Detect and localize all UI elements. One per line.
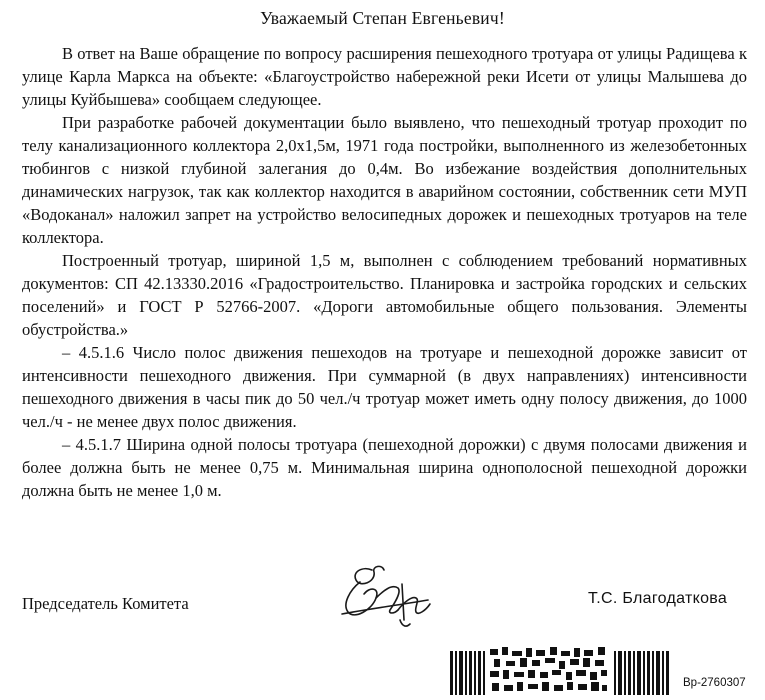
registration-number: Вр-2760307 [683, 677, 746, 689]
signatory-title: Председатель Комитета [22, 594, 189, 613]
handwritten-signature-icon [332, 560, 442, 640]
paragraph-standards: Построенный тротуар, шириной 1,5 м, выполнен с соблюдением требований нормативных документов: СП 42.13330.2016 «Градостроительство. Планировка и застройка городских и сельских поселений» и ГОСТ Р 52766-2007. «Дороги автомобильные общего пользования. Элементы обустройства.» [22, 251, 747, 339]
signatory-name: Т.С. Благодаткова [588, 590, 728, 607]
paragraph-clause-4517: – 4.5.1.7 Ширина одной полосы тротуара (пешеходной дорожки) с двумя полосами движения и более должна быть не менее 0,75 м. Минимальная ширина однополосной пешеходной дорожки должна быть не менее 1,0 м. [22, 435, 747, 500]
paragraph-intro: В ответ на Ваше обращение по вопросу расширения пешеходного тротуара от улицы Радищева к улице Карла Маркса на объекте: «Благоустройство набережной реки Исети от улицы Малышева до улицы Куйбышева» сообщаем следующее. [22, 44, 747, 109]
greeting: Уважаемый Степан Евгеньевич! [260, 8, 505, 28]
paragraph-collector: При разработке рабочей документации было выявлено, что пешеходный тротуар проходит по телу канализационного коллектора 2,0х1,5м, 1971 года постройки, выполненного из железобетонных тюбингов с низкой глубиной залегания до 0,4м. Во избежание воздействия дополнительных динамических нагрузок, так как коллектор находится в аварийном состоянии, собственник сети МУП «Водоканал» наложил запрет на устройство велосипедных дорожек и пешеходных тротуаров на теле коллектора. [22, 113, 747, 247]
barcode-icon [450, 645, 675, 697]
paragraph-clause-4516: – 4.5.1.6 Число полос движения пешеходов на тротуаре и пешеходной дорожке зависит от интенсивности пешеходного движения. При суммарной (в двух направлениях) интенсивности пешеходного движения в часы пик до 50 чел./ч тротуар может иметь одну полосу движения, до 1000 чел./ч - не менее двух полос движения. [22, 343, 747, 431]
letter-body [22, 42, 747, 502]
